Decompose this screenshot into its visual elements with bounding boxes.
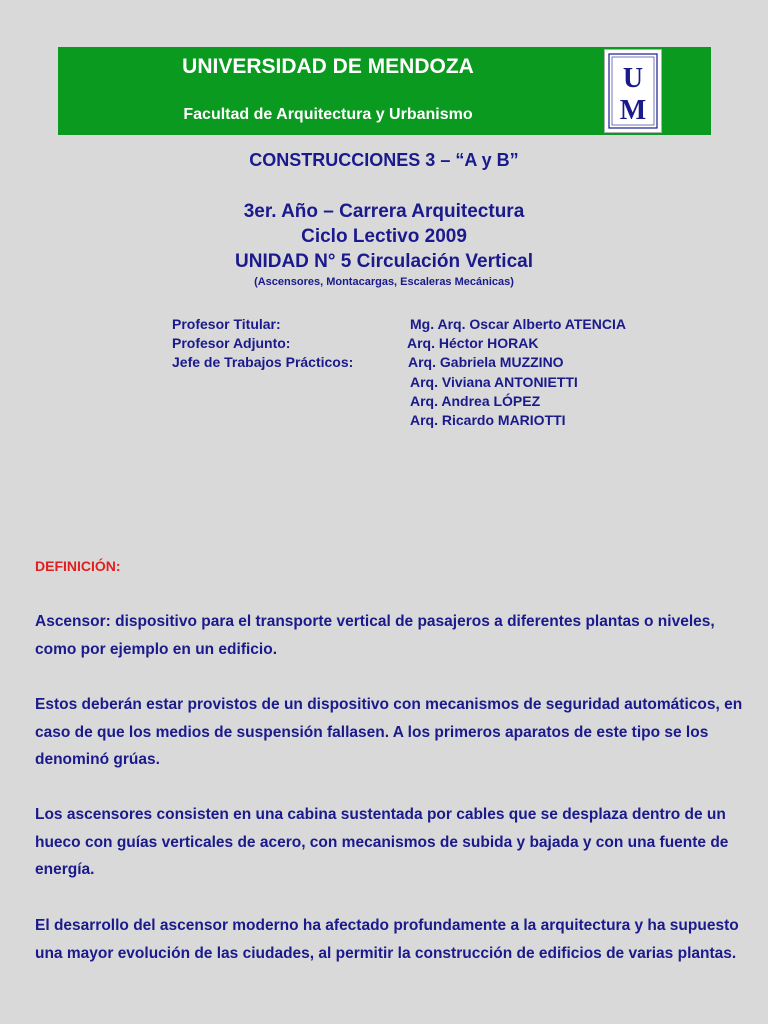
jtp-name: Arq. Gabriela MUZZINO <box>408 354 564 370</box>
titular-label: Profesor Titular: <box>172 316 281 332</box>
unit-subtitle: (Ascensores, Montacargas, Escaleras Mecánicas) <box>254 276 514 288</box>
course-unit: UNIDAD N° 5 Circulación Vertical <box>235 251 533 272</box>
paragraph: Ascensor: dispositivo para el transporte vertical de pasajeros a diferentes plantas o niveles, como por ejemplo en un edificio. <box>35 613 715 658</box>
adjunto-label: Profesor Adjunto: <box>172 335 291 351</box>
paragraph: Estos deberán estar provistos de un dispositivo con mecanismos de seguridad automáticos, en caso de que los medios de suspensión fallasen. A los primeros aparatos de este tipo se los denominó grúas. <box>35 696 743 768</box>
logo-letter-m: M <box>619 95 647 126</box>
course-title: CONSTRUCCIONES 3 – “A y B” <box>249 150 519 170</box>
jtp-label: Jefe de Trabajos Prácticos: <box>172 354 354 370</box>
course-cycle: Ciclo Lectivo 2009 <box>301 226 467 247</box>
logo-letter-u: U <box>622 63 644 94</box>
university-logo <box>604 49 662 133</box>
titular-name: Mg. Arq. Oscar Alberto ATENCIA <box>410 316 626 332</box>
definition-heading: DEFINICIÓN: <box>35 558 121 574</box>
paragraph: El desarrollo del ascensor moderno ha afectado profundamente a la arquitectura y ha supuesto una mayor evolución de las ciudades, al permitir la construcción de edificios de varias plantas. <box>35 917 739 962</box>
header-banner <box>58 47 711 135</box>
university-title: UNIVERSIDAD DE MENDOZA <box>182 55 474 78</box>
paragraph: Los ascensores consisten en una cabina sustentada por cables que se desplaza dentro de un hueco con guías verticales de acero, con mecanismos de subida y bajada y con una fuente de energía. <box>35 806 729 878</box>
adjunto-name: Arq. Héctor HORAK <box>407 335 539 351</box>
faculty-title: Facultad de Arquitectura y Urbanismo <box>183 106 473 123</box>
jtp-name: Arq. Viviana ANTONIETTI <box>410 374 578 390</box>
jtp-name: Arq. Ricardo MARIOTTI <box>410 412 566 428</box>
course-year: 3er. Año – Carrera Arquitectura <box>243 201 525 222</box>
jtp-name: Arq. Andrea LÓPEZ <box>410 393 541 409</box>
